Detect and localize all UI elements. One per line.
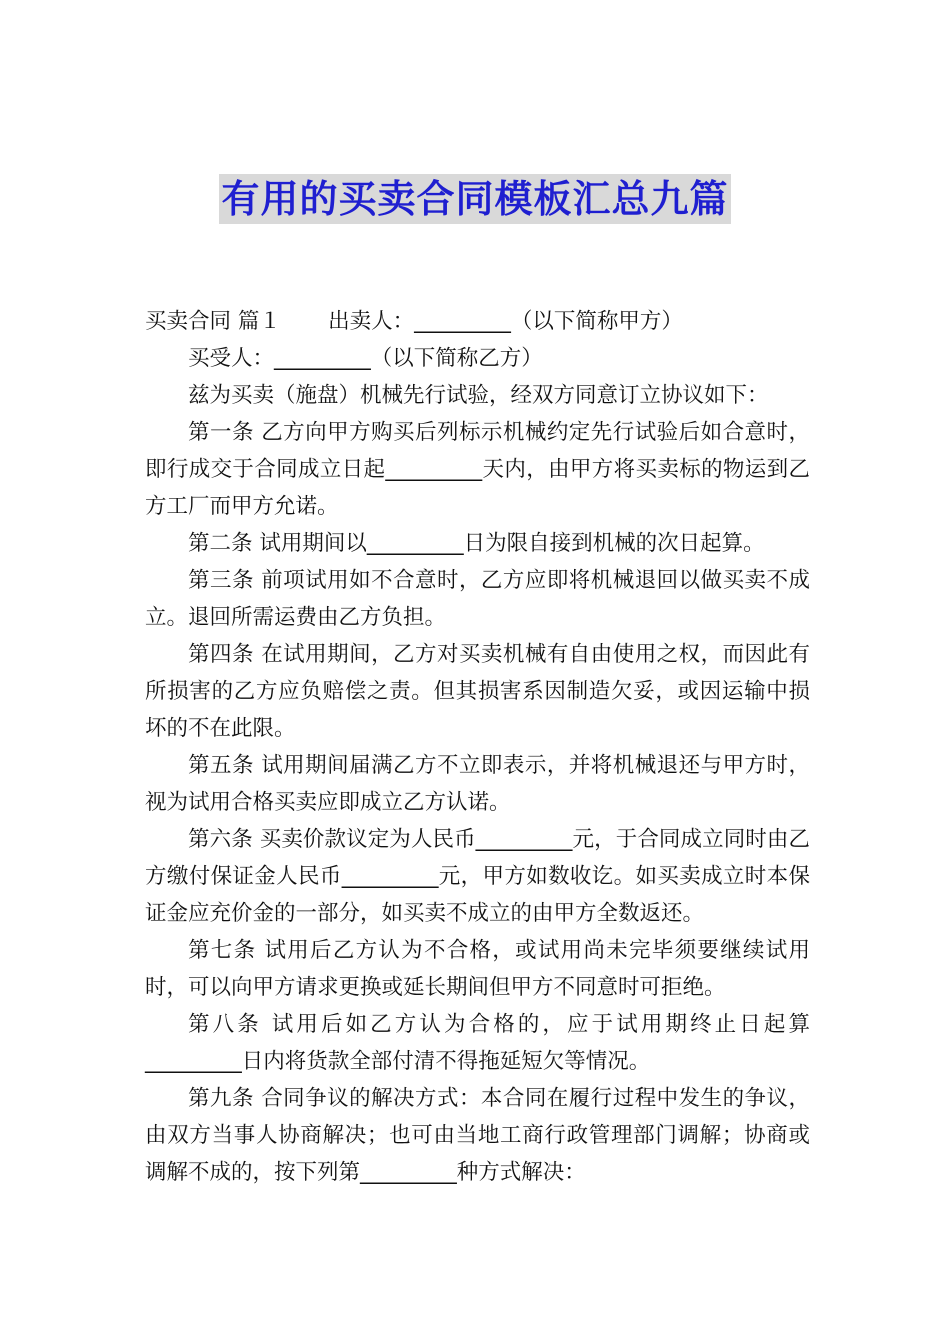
seller-line: 出卖人：_________（以下简称甲方） <box>328 309 683 334</box>
article-8-paragraph: 第八条 试用后如乙方认为合格的，应于试用期终止日起算_________日内将货款全部付清不得拖延短欠等情况。 <box>145 1012 810 1074</box>
article-3-paragraph: 第三条 前项试用如不合意时，乙方应即将机械退回以做买卖不成立。退回所需运费由乙方负担。 <box>145 568 810 630</box>
document-title-wrapper <box>0 174 950 224</box>
document-body <box>145 303 810 1191</box>
article-7-paragraph: 第七条 试用后乙方认为不合格，或试用尚未完毕须要继续试用时，可以向甲方请求更换或延长期间但甲方不同意时可拒绝。 <box>145 938 810 1000</box>
article-9-paragraph: 第九条 合同争议的解决方式：本合同在履行过程中发生的争议，由双方当事人协商解决；也可由当地工商行政管理部门调解；协商或调解不成的，按下列第_________种方式解决： <box>145 1086 810 1185</box>
section-label: 买卖合同 篇１ <box>145 309 281 334</box>
heading-line <box>145 303 810 340</box>
article-2-paragraph: 第二条 试用期间以_________日为限自接到机械的次日起算。 <box>188 531 765 556</box>
buyer-line: 买受人：_________（以下简称乙方） <box>188 346 543 371</box>
article-1-paragraph: 第一条 乙方向甲方购买后列标示机械约定先行试验后如合意时，即行成交于合同成立日起_________天内，由甲方将买卖标的物运到乙方工厂而甲方允诺。 <box>145 420 810 519</box>
article-4-paragraph: 第四条 在试用期间，乙方对买卖机械有自由使用之权，而因此有所损害的乙方应负赔偿之责。但其损害系因制造欠妥，或因运输中损坏的不在此限。 <box>145 642 810 741</box>
preamble-paragraph: 兹为买卖（施盘）机械先行试验，经双方同意订立协议如下： <box>188 383 769 408</box>
article-5-paragraph: 第五条 试用期间届满乙方不立即表示，并将机械退还与甲方时，视为试用合格买卖应即成立乙方认诺。 <box>145 753 810 815</box>
article-6-paragraph: 第六条 买卖价款议定为人民币_________元，于合同成立同时由乙方缴付保证金人民币_________元，甲方如数收讫。如买卖成立时本保证金应充价金的一部分，如买卖不成立的由甲方全数返还。 <box>145 827 810 926</box>
document-title: 有用的买卖合同模板汇总九篇 <box>219 174 730 224</box>
